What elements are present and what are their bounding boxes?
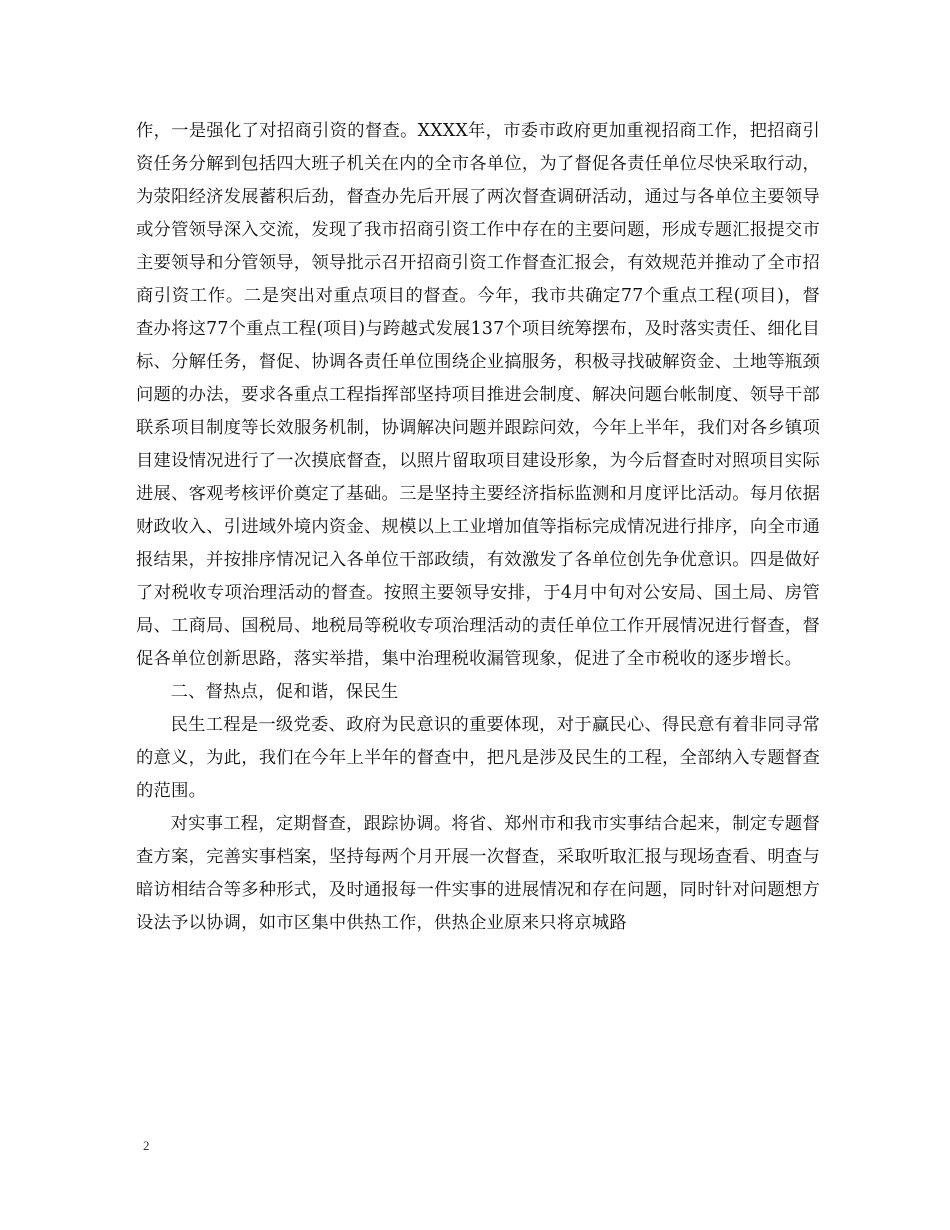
paragraph-continuation: 作，一是强化了对招商引资的督查。XXXX年，市委市政府更加重视招商工作，把招商引资任务分解到包括四大班子机关在内的全市各单位，为了督促各责任单位尽快采取行动，为荥阳经济发展蓄积后劲，督查办先后开展了两次督查调研活动，通过与各单位主要领导或分管领导深入交流，发现了我市招商引资工作中存在的主要问题，形成专题汇报提交市主要领导和分管领导，领导批示召开招商引资工作督查汇报会，有效规范并推动了全市招商引资工作。二是突出对重点项目的督查。今年，我市共确定77个重点工程(项目)，督查办将这77个重点工程(项目)与跨越式发展137个项目统筹摆布，及时落实责任、细化目标、分解任务，督促、协调各责任单位围绕企业搞服务，积极寻找破解资金、土地等瓶颈问题的办法，要求各重点工程指挥部坚持项目推进会制度、解决问题台帐制度、领导干部联系项目制度等长效服务机制，协调解决问题并跟踪问效，今年上半年，我们对各乡镇项目建设情况进行了一次摸底督查，以照片留取项目建设形象，为今后督查时对照项目实际进展、客观考核评价奠定了基础。三是坚持主要经济指标监测和月度评比活动。每月依据财政收入、引进域外境内资金、规模以上工业增加值等指标完成情况进行排序，向全市通报结果，并按排序情况记入各单位干部政绩，有效激发了各单位创先争优意识。四是做好了对税收专项治理活动的督查。按照主要领导安排，于4月中旬对公安局、国土局、房管局、工商局、国税局、地税局等税收专项治理活动的责任单位工作开展情况进行督查，督促各单位创新思路，落实举措，集中治理税收漏管现象，促进了全市税收的逐步增长。 (136, 121, 820, 669)
section-heading: 二、督热点，促和谐，保民生 (170, 682, 399, 702)
paragraph-practical-projects: 对实事工程，定期督查，跟踪协调。将省、郑州市和我市实事结合起来，制定专题督查方案，完善实事档案，坚持每两个月开展一次督查，采取听取汇报与现场查看、明查与暗访相结合等多种形式，及时通报每一件实事的进展情况和存在问题，同时针对问题想方设法予以协调，如市区集中供热工作，供热企业原来只将京城路 (136, 814, 820, 933)
paragraph-livelihood: 民生工程是一级党委、政府为民意识的重要体现，对于赢民心、得民意有着非同寻常的意义，为此，我们在今年上半年的督查中，把凡是涉及民生的工程，全部纳入专题督查的范围。 (136, 715, 820, 801)
page-number: 2 (143, 1138, 150, 1153)
document-body (136, 115, 820, 940)
